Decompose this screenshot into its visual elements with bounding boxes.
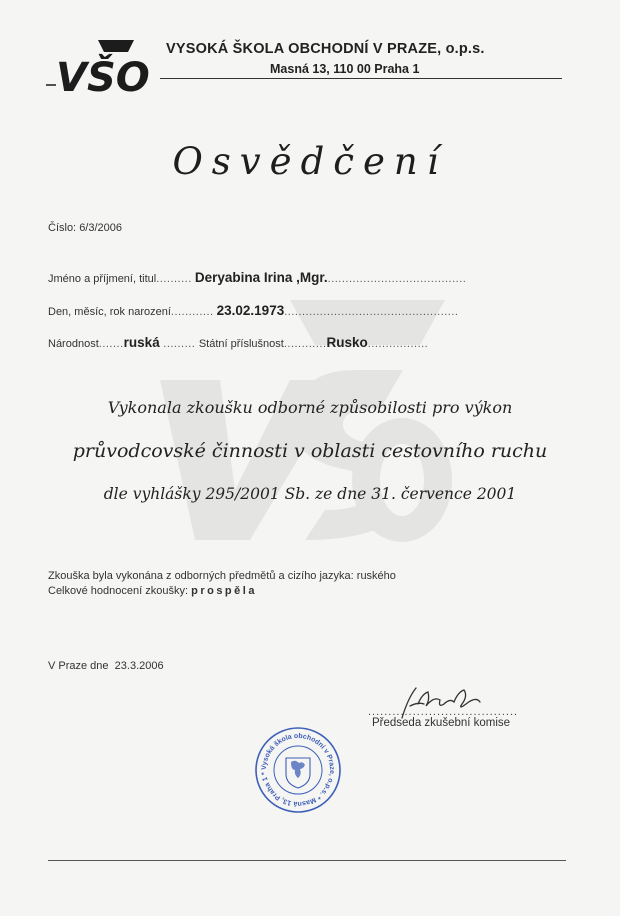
statement-line-3: dle vyhlášky 295/2001 Sb. ze dne 31. července 2001 (103, 485, 517, 503)
name-value: Deryabina Irina ,Mgr. (194, 270, 328, 285)
birth-value: 23.02.1973 (216, 303, 285, 318)
certificate-number (48, 222, 122, 234)
number-label: Číslo: (48, 222, 77, 234)
svg-text:VŠO: VŠO (56, 55, 150, 96)
exam-result (48, 585, 257, 597)
svg-text:Vysoká škola obchodní v Praze,: Vysoká škola obchodní v Praze, o.p.s. * Masná 13, Praha 1 * (260, 732, 336, 808)
watermark-logo-icon (140, 290, 460, 560)
place-date-label: V Praze dne (48, 660, 109, 672)
nationality-label: Národnost (48, 338, 99, 350)
place-date-value: 23.3.2006 (114, 660, 164, 672)
institution-address: Masná 13, 110 00 Praha 1 (270, 62, 420, 76)
vso-logo-icon (46, 36, 158, 96)
school-stamp-icon (254, 726, 342, 814)
signature-line: ..................................... (368, 706, 519, 718)
exam-subjects-value: ruského (356, 570, 396, 582)
number-value: 6/3/2006 (79, 222, 123, 234)
bottom-divider (48, 860, 566, 861)
exam-result-value: prospěla (191, 585, 257, 597)
signature-caption: Předseda zkušební komise (372, 717, 511, 729)
header-divider (160, 78, 562, 79)
citizenship-label: Státní příslušnost (198, 338, 284, 350)
nationality-value: ruská (123, 335, 160, 350)
exam-subjects (48, 570, 396, 582)
statement-line-2: průvodcovské činnosti v oblasti cestovního ruchu (72, 440, 548, 462)
name-field: Jméno a příjmení, titul.......... Deryabina Irina ,Mgr........................................ (48, 270, 467, 285)
birth-field: Den, měsíc, rok narození............ 23.02.1973................................................. (48, 303, 459, 318)
citizenship-value: Rusko (326, 335, 368, 350)
certificate-title: Osvědčení (172, 140, 448, 183)
statement-line-1: Vykonala zkoušku odborné způsobilosti pro výkon (107, 398, 513, 417)
birth-label: Den, měsíc, rok narození (48, 306, 171, 318)
exam-result-label: Celkové hodnocení zkoušky: (48, 585, 189, 597)
exam-subjects-label: Zkouška byla vykonána z odborných předmětů a cizího jazyka: (48, 570, 354, 582)
name-label: Jméno a příjmení, titul (48, 273, 157, 285)
place-date (48, 660, 164, 672)
institution-name: VYSOKÁ ŠKOLA OBCHODNÍ V PRAZE, o.p.s. (166, 41, 485, 57)
nationality-citizenship-field: Národnost.......ruská ......... Státní příslušnost............Rusko................. (48, 335, 429, 350)
